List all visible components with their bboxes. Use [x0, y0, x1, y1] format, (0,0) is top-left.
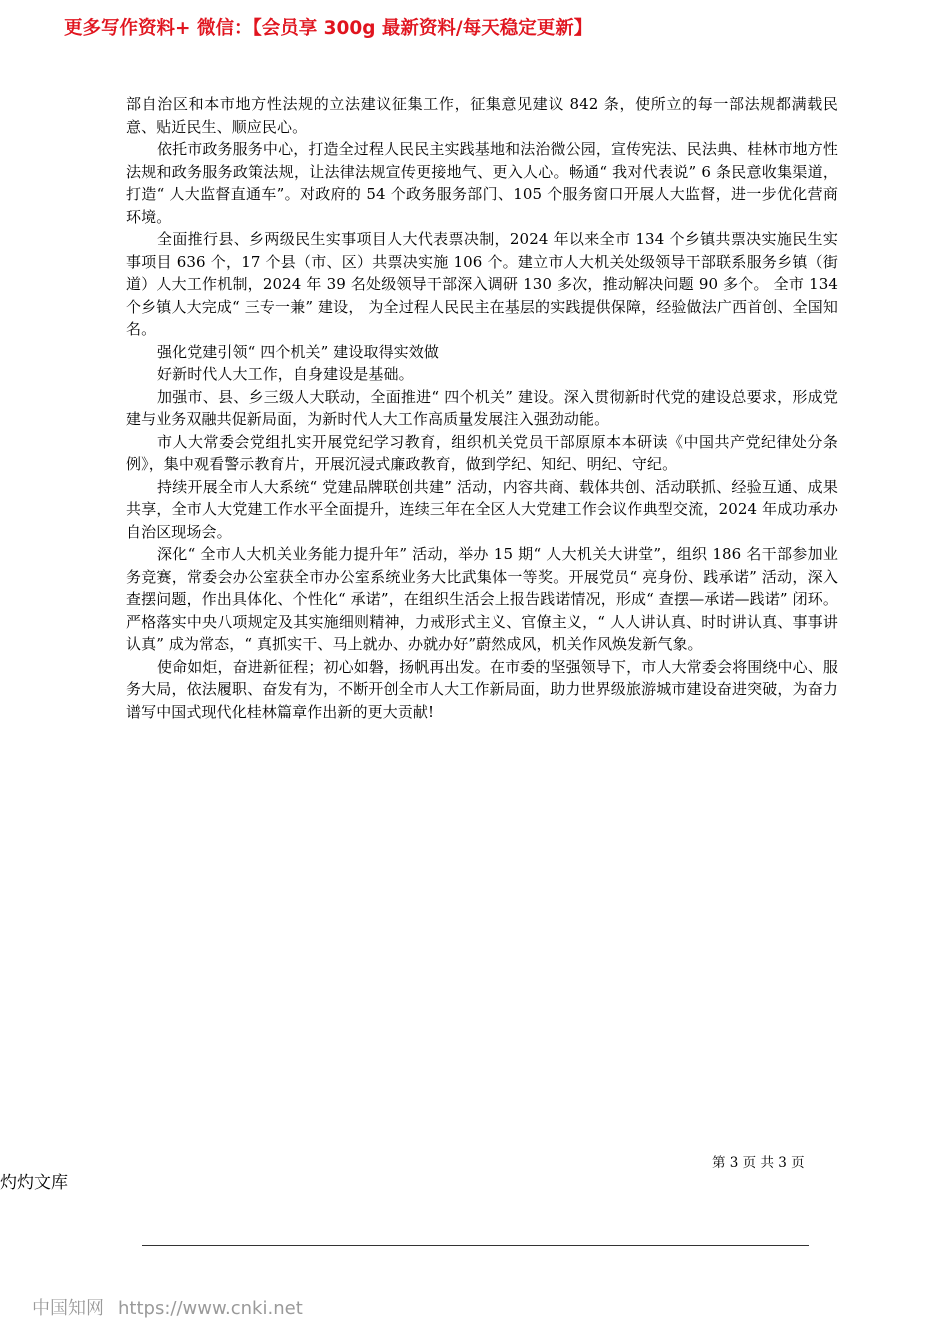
- paragraph: 强化党建引领“ 四个机关” 建设取得实效做: [157, 342, 439, 361]
- paragraph: 使命如炬，奋进新征程；初心如磐，扬帆再出发。在市委的坚强领导下，市人大常委会将围绕中心、服务大局，依法履职、奋发有为，不断开创全市人大工作新局面，助力世界级旅游城市建设奋进突破，为奋力谱写中国式现代化桂林篇章作出新的更大贡献!: [126, 657, 838, 721]
- footer-divider: [142, 1245, 809, 1246]
- page-number: 第 3 页 共 3 页: [712, 1155, 805, 1171]
- watermark-brand: 中国知网: [32, 1298, 104, 1319]
- paragraph: 部自治区和本市地方性法规的立法建议征集工作，征集意见建议 842 条，使所立的每一部法规都满载民意、贴近民生、顺应民心。: [126, 95, 838, 136]
- cnki-watermark: [32, 1294, 303, 1320]
- promo-banner: 更多写作资料+ 微信：【会员享 300g 最新资料/每天稳定更新】: [64, 18, 593, 39]
- paragraph: 持续开展全市人大系统“ 党建品牌联创共建” 活动，内容共商、载体共创、活动联抓、经验互通、成果共享，全市人大党建工作水平全面提升，连续三年在全区人大党建工作会议作典型交流，2024 年成功承办自治区现场会。: [126, 477, 838, 541]
- paragraph: 加强市、县、乡三级人大联动，全面推进“ 四个机关” 建设。深入贯彻新时代党的建设总要求，形成党建与业务双融共促新局面，为新时代人大工作高质量发展注入强劲动能。: [126, 387, 838, 428]
- paragraph: 好新时代人大工作，自身建设是基础。: [157, 365, 414, 383]
- source-label: 灼灼文库: [0, 1173, 68, 1193]
- paragraph: 全面推行县、乡两级民生实事项目人大代表票决制，2024 年以来全市 134 个乡镇共票决实施民生实事项目 636 个，17 个县（市、区）共票决实施 106 个。建立市人大机关处级领导干部联系服务乡镇（街道）人大工作机制，2024 年 39 名处级领导干部深入调研 130 多次，推动解决问题 90 多个。 全市 134 个乡镇人大完成“ 三专一兼” 建设， 为全过程人民民主在基层的实践提供保障，经验做法广西首创、全国知名。: [126, 230, 838, 338]
- paragraph: 依托市政务服务中心，打造全过程人民民主实践基地和法治微公园，宣传宪法、民法典、桂林市地方性法规和政务服务政策法规，让法律法规宣传更接地气、更入人心。畅通“ 我对代表说” 6 条民意收集渠道，打造“ 人大监督直通车”。对政府的 54 个政务服务部门、105 个服务窗口开展人大监督，进一步优化营商环境。: [126, 140, 838, 226]
- watermark-url[interactable]: https://www.cnki.net: [118, 1298, 303, 1319]
- paragraph: 市人大常委会党组扎实开展党纪学习教育，组织机关党员干部原原本本研读《中国共产党纪律处分条例》，集中观看警示教育片，开展沉浸式廉政教育，做到学纪、知纪、明纪、守纪。: [126, 432, 838, 473]
- paragraph: 深化“ 全市人大机关业务能力提升年” 活动，举办 15 期“ 人大机关大讲堂”，组织 186 名干部参加业务竞赛，常委会办公室获全市办公室系统业务大比武集体一等奖。开展党员“ 亮身份、践承诺” 活动，深入查摆问题，作出具体化、个性化“ 承诺”，在组织生活会上报告践诺情况，形成“ 查摆—承诺—践诺” 闭环。严格落实中央八项规定及其实施细则精神，力戒形式主义、官僚主义，“ 人人讲认真、时时讲认真、事事讲认真” 成为常态，“ 真抓实干、马上就办、办就办好”蔚然成风，机关作风焕发新气象。: [126, 545, 838, 653]
- document-body: [126, 93, 838, 723]
